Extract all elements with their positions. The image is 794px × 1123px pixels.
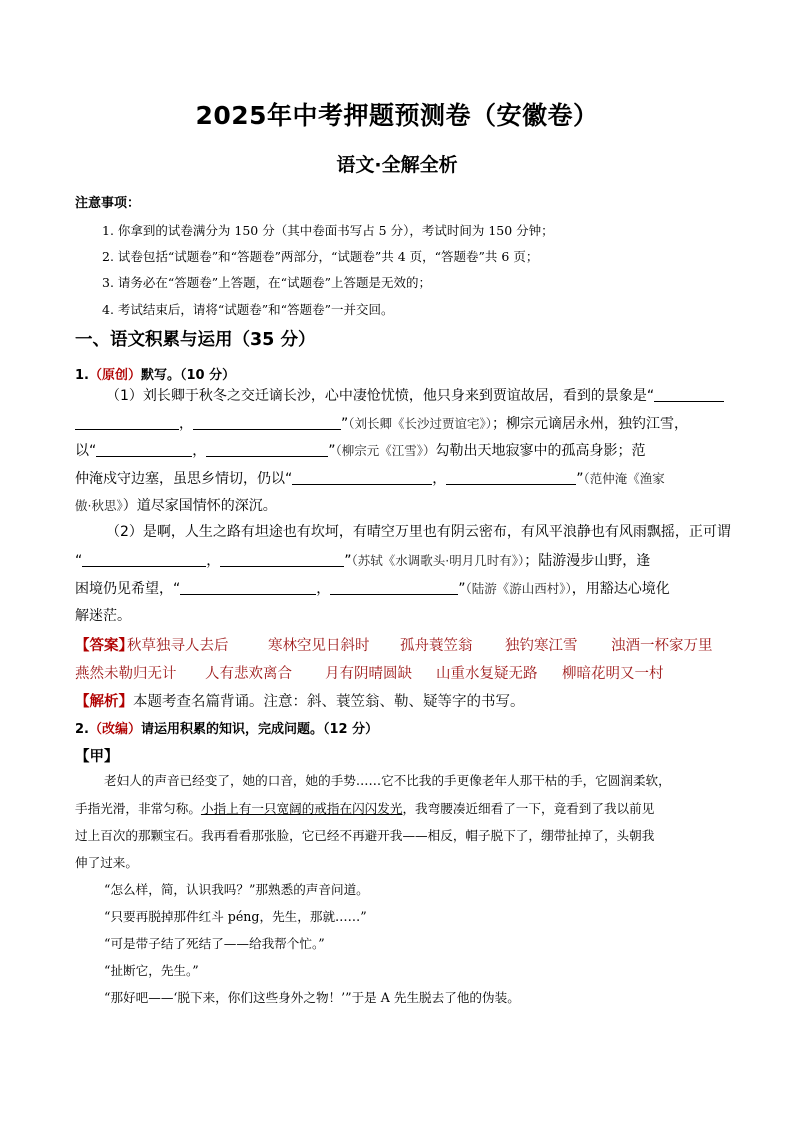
analysis: 【解析】本题考查名篇背诵。注意：斜、蓑笠翁、勒、疑等字的书写。: [75, 694, 525, 710]
answer-item: 柳暗花明又一村: [562, 666, 664, 682]
dialog-line: “只要再脱掉那件红斗 péng，先生，那就……”: [104, 909, 367, 924]
answer-blank: [193, 414, 341, 430]
answer-blank: [292, 469, 432, 485]
q1-line: 解迷茫。: [75, 608, 131, 624]
answer-label: 【答案】: [75, 638, 133, 654]
answer-blank: [206, 441, 328, 457]
notes-heading: 注意事项：: [75, 196, 141, 211]
answer-blank: [180, 579, 316, 595]
note-item: 2. 试卷包括“试题卷”和“答题卷”两部分，“试题卷”共 4 页，“答题卷”共 6 页；: [102, 249, 539, 264]
q1-line: 困境仍见希望，“ ， ”（陆游《游山西村》），用豁达心境化: [75, 581, 670, 597]
answer-blank: [96, 441, 192, 457]
note-item: 3. 请务必在“答题卷”上答题，在“试题卷”上答题是无效的；: [102, 275, 431, 290]
answer-blank: [446, 469, 576, 485]
question-1-header: [75, 364, 235, 383]
question-number: 2.: [75, 722, 89, 737]
answer-item: 寒林空见日斜时: [268, 638, 370, 654]
note-item: 4. 考试结束后，请将“试题卷”和“答题卷”一并交回。: [102, 302, 394, 317]
answer-blank: [654, 386, 724, 402]
page-subtitle: 语文·全解全析: [336, 154, 458, 176]
q1-line: 傲·秋思》）道尽家国情怀的深沉。: [75, 498, 277, 514]
q1-line: 以“ ， ”（柳宗元《江雪》）勾勒出天地寂寥中的孤高身影；范: [75, 443, 646, 459]
passage-line: 过上百次的那颗宝石。我再看看那张脸，它已经不再避开我——相反，帽子脱下了，绷带扯掉了，头朝我: [75, 828, 655, 843]
answer-item: 浊酒一杯家万里: [611, 638, 713, 654]
q1-line: ， ”（刘长卿《长沙过贾谊宅》）；柳宗元谪居永州，独钓江雪，: [75, 410, 725, 438]
passage-line: 手指光滑，非常匀称。小指上有一只宽阔的戒指在闪闪发光，我弯腰凑近细看了一下，竟看到了我以前见: [75, 801, 655, 816]
passage-label: 【甲】: [75, 749, 119, 765]
dialog-line: “扯断它，先生。”: [104, 963, 199, 978]
q1-line: 仲淹戍守边塞，虽思乡情切，仍以“ ， ”（范仲淹《渔家: [75, 471, 665, 487]
answer-item: 燕然未勒归无计: [75, 666, 177, 682]
dialog-line: “可是带子结了死结了——给我帮个忙。”: [104, 936, 325, 951]
note-item: 1. 你拿到的试卷满分为 150 分（其中卷面书写占 5 分），考试时间为 150 分钟；: [102, 223, 554, 238]
question-2-header: [75, 718, 378, 737]
question-number: 1.: [75, 368, 89, 383]
section-heading: 一、语文积累与运用（35 分）: [75, 330, 316, 350]
answer-blank: [220, 551, 344, 567]
question-prompt: 请运用积累的知识，完成问题。（12 分）: [141, 722, 379, 737]
dialog-line: “那好吧——‘脱下来，你们这些身外之物！’”于是 A 先生脱去了他的伪装。: [104, 990, 520, 1005]
answer-item: 山重水复疑无路: [436, 666, 538, 682]
answer-item: 人有悲欢离合: [205, 666, 292, 682]
q1-line: “ ， ”（苏轼《水调歌头·明月几时有》）；陆游漫步山野，逢: [75, 553, 651, 569]
answer-blank: [75, 414, 179, 430]
answer-item: 月有阴晴圆缺: [325, 666, 412, 682]
answer-blank: [330, 579, 458, 595]
answer-item: 秋草独寻人去后: [127, 638, 229, 654]
answer-blank: [82, 551, 206, 567]
answer-item: 孤舟蓑笠翁: [400, 638, 473, 654]
passage-line: 老妇人的声音已经变了，她的口音，她的手势……它不比我的手更像老年人那干枯的手，它圆润柔软，: [104, 773, 671, 788]
page-title: 2025年中考押题预测卷（安徽卷）: [195, 101, 599, 130]
dialog-line: “怎么样，简，认识我吗？”那熟悉的声音问道。: [104, 882, 369, 897]
q1-line: （1）刘长卿于秋冬之交迁谪长沙，心中凄怆忧愤，他只身来到贾谊故居，看到的景象是“: [106, 383, 726, 410]
question-tag: （原创）: [88, 368, 141, 383]
q1-line: （2）是啊，人生之路有坦途也有坎坷，有晴空万里也有阴云密布，有风平浪静也有风雨飘摇，正可谓: [106, 524, 731, 540]
question-prompt: 默写。（10 分）: [141, 368, 236, 383]
answer-item: 独钓寒江雪: [505, 638, 578, 654]
question-tag: （改编）: [88, 722, 141, 737]
passage-line: 伸了过来。: [75, 855, 138, 870]
underlined-sentence: 小指上有一只宽阔的戒指在闪闪发光: [200, 801, 403, 816]
